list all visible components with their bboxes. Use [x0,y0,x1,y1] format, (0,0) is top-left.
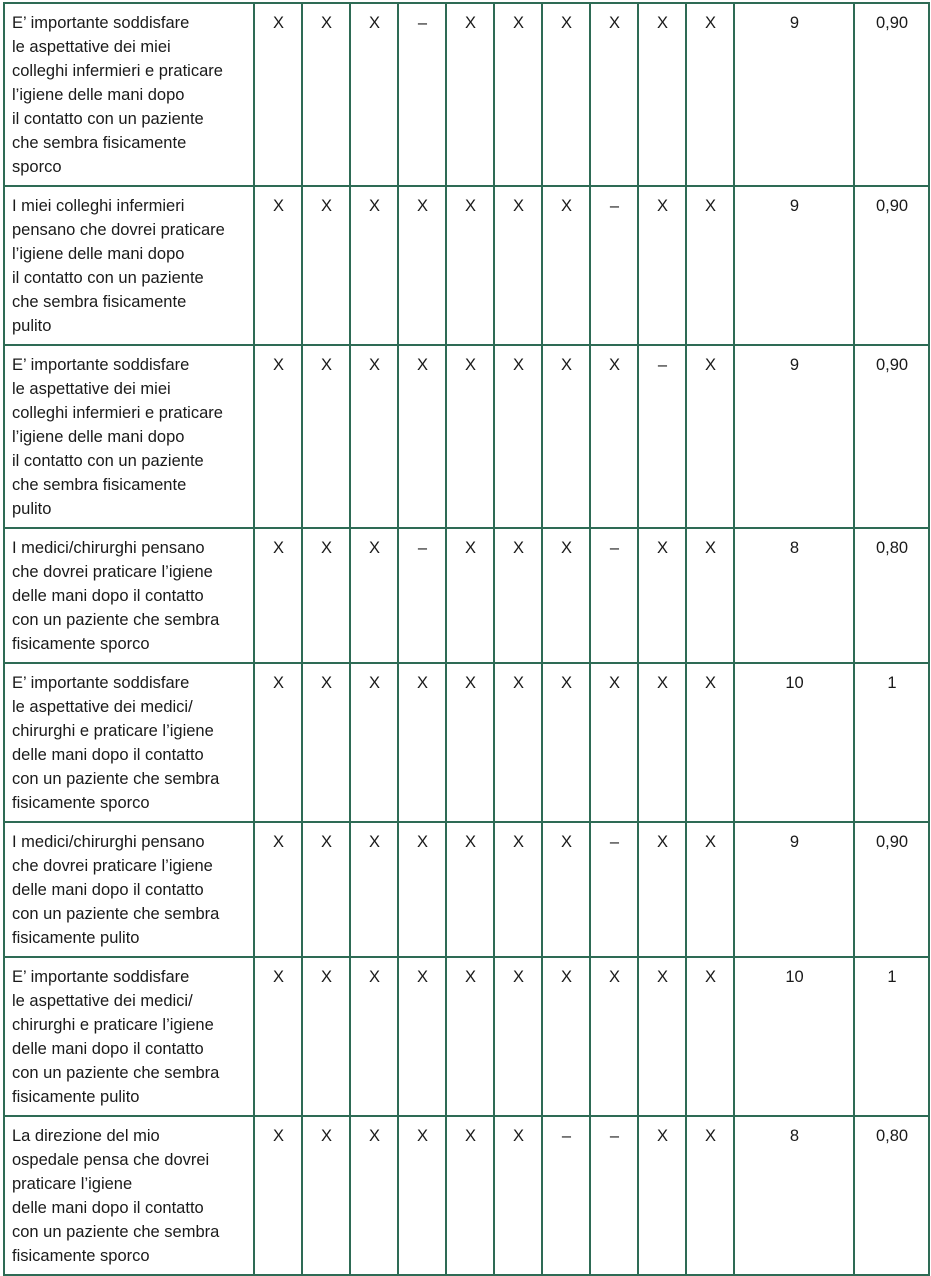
mark-cell: X [446,345,494,528]
mark-cell: X [350,528,398,663]
mark-cell: X [254,186,302,345]
mark-cell: X [590,957,638,1116]
mark-cell: X [350,3,398,186]
mark-cell: – [398,3,446,186]
mark-cell: X [494,822,542,957]
ratio-cell: 0,80 [854,1116,929,1275]
mark-cell: X [254,822,302,957]
statement-cell [4,663,254,822]
count-cell: 8 [734,1116,854,1275]
statement-line: colleghi infermieri e praticare [12,404,223,422]
mark-cell: X [398,345,446,528]
statement-cell [4,186,254,345]
count-cell: 9 [734,186,854,345]
statement-cell [4,3,254,186]
mark-cell: X [686,528,734,663]
mark-cell: X [638,1116,686,1275]
statement-line: E’ importante soddisfare [12,14,190,32]
mark-cell: X [302,663,350,822]
statement-line: che dovrei praticare l’igiene [12,563,213,581]
statement-line: il contatto con un paziente [12,269,204,287]
count-cell: 10 [734,957,854,1116]
mark-cell: X [446,3,494,186]
statement-line: con un paziente che sembra [12,770,220,788]
statement-line: E’ importante soddisfare [12,674,190,692]
mark-cell: X [254,345,302,528]
statement-line: chirurghi e praticare l’igiene [12,722,214,740]
statement-line: praticare l’igiene [12,1175,133,1193]
mark-cell: X [446,957,494,1116]
mark-cell: X [446,822,494,957]
statement-line: le aspettative dei medici/ [12,698,193,716]
mark-cell: X [398,1116,446,1275]
mark-cell: X [686,822,734,957]
mark-cell: X [686,3,734,186]
statement-line: E’ importante soddisfare [12,356,190,374]
statement-line: che dovrei praticare l’igiene [12,857,213,875]
count-cell: 8 [734,528,854,663]
statement-line: chirurghi e praticare l’igiene [12,1016,214,1034]
ratio-cell: 1 [854,957,929,1116]
statement-line: delle mani dopo il contatto [12,881,204,899]
ratio-cell: 0,90 [854,345,929,528]
mark-cell: – [638,345,686,528]
ratio-cell: 0,80 [854,528,929,663]
mark-cell: X [350,1116,398,1275]
statement-line: l’igiene delle mani dopo [12,86,185,104]
table-row [4,345,929,528]
ratio-cell: 0,90 [854,822,929,957]
mark-cell: X [638,186,686,345]
mark-cell: X [542,3,590,186]
count-cell: 9 [734,3,854,186]
statement-cell [4,345,254,528]
mark-cell: X [638,957,686,1116]
statement-line: delle mani dopo il contatto [12,746,204,764]
count-cell: 10 [734,663,854,822]
statement-line: fisicamente pulito [12,1088,140,1106]
mark-cell: – [590,1116,638,1275]
mark-cell: X [350,663,398,822]
statement-cell [4,528,254,663]
count-cell: 9 [734,822,854,957]
mark-cell: X [254,3,302,186]
statement-cell [4,822,254,957]
statement-line: che sembra fisicamente [12,134,187,152]
statement-line: con un paziente che sembra [12,905,220,923]
mark-cell: X [398,822,446,957]
statement-line: che sembra fisicamente [12,293,187,311]
mark-cell: X [638,528,686,663]
statement-line: ospedale pensa che dovrei [12,1151,210,1169]
statement-line: I miei colleghi infermieri [12,197,185,215]
statement-line: le aspettative dei miei [12,38,171,56]
statement-line: fisicamente pulito [12,929,140,947]
statement-line: le aspettative dei medici/ [12,992,193,1010]
mark-cell: X [686,345,734,528]
mark-cell: X [302,822,350,957]
statement-line: il contatto con un paziente [12,452,204,470]
statement-line: fisicamente sporco [12,635,150,653]
mark-cell: – [590,822,638,957]
mark-cell: X [590,345,638,528]
mark-cell: X [302,3,350,186]
mark-cell: X [542,822,590,957]
statement-line: le aspettative dei miei [12,380,171,398]
statement-line: colleghi infermieri e praticare [12,62,223,80]
statement-line: I medici/chirurghi pensano [12,539,205,557]
count-cell: 9 [734,345,854,528]
mark-cell: – [542,1116,590,1275]
mark-cell: X [542,186,590,345]
mark-cell: – [590,528,638,663]
statement-line: fisicamente sporco [12,1247,150,1265]
mark-cell: X [446,186,494,345]
table-body [4,3,929,1275]
mark-cell: X [302,186,350,345]
mark-cell: X [302,1116,350,1275]
statement-line: con un paziente che sembra [12,611,220,629]
statement-line: pensano che dovrei praticare [12,221,225,239]
ratio-cell: 0,90 [854,186,929,345]
mark-cell: X [638,822,686,957]
table-row [4,1116,929,1275]
statement-line: l’igiene delle mani dopo [12,245,185,263]
mark-cell: X [686,957,734,1116]
statement-line: con un paziente che sembra [12,1223,220,1241]
table-row [4,528,929,663]
evaluation-table [3,2,930,1276]
ratio-cell: 0,90 [854,3,929,186]
mark-cell: X [494,663,542,822]
mark-cell: X [254,528,302,663]
mark-cell: X [350,822,398,957]
statement-line: delle mani dopo il contatto [12,1199,204,1217]
statement-line: con un paziente che sembra [12,1064,220,1082]
mark-cell: X [254,957,302,1116]
mark-cell: X [542,528,590,663]
statement-line: l’igiene delle mani dopo [12,428,185,446]
statement-line: La direzione del mio [12,1127,160,1145]
mark-cell: X [494,1116,542,1275]
mark-cell: X [494,3,542,186]
statement-line: il contatto con un paziente [12,110,204,128]
mark-cell: X [254,663,302,822]
statement-line: E’ importante soddisfare [12,968,190,986]
mark-cell: – [590,186,638,345]
mark-cell: X [686,186,734,345]
statement-line: I medici/chirurghi pensano [12,833,205,851]
ratio-cell: 1 [854,663,929,822]
mark-cell: X [446,663,494,822]
mark-cell: X [398,957,446,1116]
mark-cell: X [302,345,350,528]
mark-cell: X [542,345,590,528]
statement-line: sporco [12,158,62,176]
table-row [4,957,929,1116]
mark-cell: X [686,1116,734,1275]
mark-cell: X [638,3,686,186]
table-row [4,822,929,957]
mark-cell: X [542,957,590,1116]
statement-cell [4,1116,254,1275]
mark-cell: X [542,663,590,822]
statement-cell [4,957,254,1116]
mark-cell: X [686,663,734,822]
mark-cell: X [398,186,446,345]
mark-cell: X [494,345,542,528]
table-row [4,663,929,822]
mark-cell: X [398,663,446,822]
mark-cell: X [350,957,398,1116]
mark-cell: X [446,528,494,663]
mark-cell: X [638,663,686,822]
mark-cell: X [494,957,542,1116]
mark-cell: X [590,663,638,822]
mark-cell: X [302,528,350,663]
mark-cell: X [350,186,398,345]
mark-cell: X [590,3,638,186]
mark-cell: X [254,1116,302,1275]
statement-line: che sembra fisicamente [12,476,187,494]
mark-cell: – [398,528,446,663]
mark-cell: X [494,528,542,663]
mark-cell: X [350,345,398,528]
table-row [4,3,929,186]
statement-line: pulito [12,317,52,335]
mark-cell: X [446,1116,494,1275]
mark-cell: X [302,957,350,1116]
statement-line: delle mani dopo il contatto [12,587,204,605]
mark-cell: X [494,186,542,345]
statement-line: delle mani dopo il contatto [12,1040,204,1058]
statement-line: pulito [12,500,52,518]
table-row [4,186,929,345]
statement-line: fisicamente sporco [12,794,150,812]
